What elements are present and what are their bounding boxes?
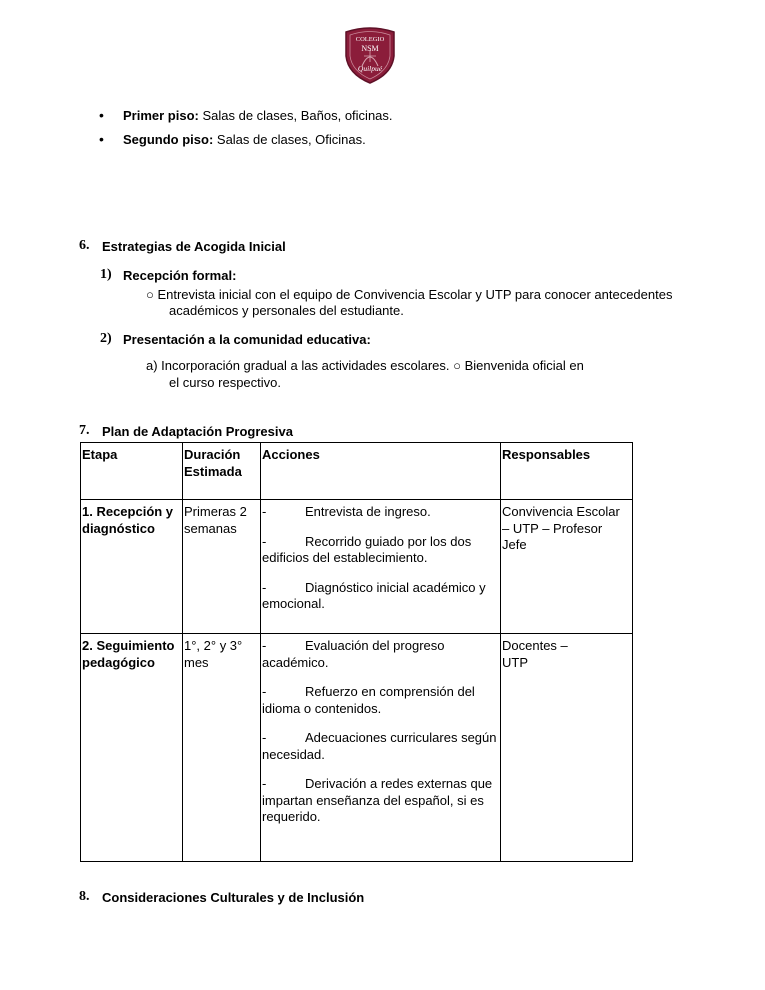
school-logo bbox=[342, 26, 398, 84]
section-title: Consideraciones Culturales y de Inclusión bbox=[102, 890, 365, 905]
item-text-line: el curso respectivo. bbox=[169, 375, 281, 390]
cell-etapa: 2. Seguimiento pedagógico bbox=[81, 634, 183, 862]
action-item: - Evaluación del progreso académico. bbox=[262, 638, 445, 670]
action-item: - Recorrido guiado por los dos edificios del establecimiento. bbox=[262, 533, 472, 565]
cell-duracion: 1°, 2° y 3° mes bbox=[183, 634, 261, 862]
section-number: 6. bbox=[79, 238, 90, 253]
cell-acciones bbox=[261, 500, 501, 634]
item-title: Recepción formal: bbox=[123, 268, 237, 283]
table-row bbox=[81, 500, 633, 634]
header-etapa: Etapa bbox=[81, 443, 183, 500]
cell-responsables: Docentes – UTP bbox=[501, 634, 633, 862]
bullet-icon: • bbox=[99, 131, 104, 147]
cell-duracion: Primeras 2 semanas bbox=[183, 500, 261, 634]
floor-label: Primer piso: bbox=[123, 108, 199, 123]
action-item: - Entrevista de ingreso. bbox=[262, 504, 431, 519]
cell-etapa: 1. Recepción y diagnóstico bbox=[81, 500, 183, 634]
logo-line3: Quilpué bbox=[357, 64, 383, 73]
bullet-icon: • bbox=[99, 107, 104, 123]
floor-item-1 bbox=[123, 108, 393, 123]
action-item: - Refuerzo en comprensión del idioma o contenidos. bbox=[262, 684, 475, 716]
section-title: Plan de Adaptación Progresiva bbox=[102, 424, 293, 439]
item-text-line: académicos y personales del estudiante. bbox=[169, 303, 404, 318]
item-title: Presentación a la comunidad educativa: bbox=[123, 332, 371, 347]
cell-acciones bbox=[261, 634, 501, 862]
section-title: Estrategias de Acogida Inicial bbox=[102, 239, 286, 254]
school-crest-icon bbox=[342, 26, 398, 84]
cell-responsables: Convivencia Escolar – UTP – Profesor Jefe bbox=[501, 500, 633, 634]
floor-label: Segundo piso: bbox=[123, 132, 214, 147]
item-text-line: ○ Entrevista inicial con el equipo de Convivencia Escolar y UTP para conocer antecedentes bbox=[146, 287, 673, 302]
floor-item-2 bbox=[123, 132, 366, 147]
header-responsables: Responsables bbox=[501, 443, 633, 500]
logo-line1: COLEGIO bbox=[355, 36, 385, 43]
logo-line2: NSM bbox=[361, 44, 379, 53]
table-header-row bbox=[81, 443, 633, 500]
section-number: 8. bbox=[79, 889, 90, 904]
item-number: 2) bbox=[100, 331, 112, 346]
table-row bbox=[81, 634, 633, 862]
item-text-line: a) Incorporación gradual a las actividades escolares. ○ Bienvenida oficial en bbox=[146, 358, 584, 373]
section-number: 7. bbox=[79, 423, 90, 438]
action-item: - Adecuaciones curriculares según necesidad. bbox=[262, 730, 497, 762]
action-item: - Diagnóstico inicial académico y emocional. bbox=[262, 579, 486, 611]
floor-text: Salas de clases, Oficinas. bbox=[213, 132, 366, 147]
action-item: - Derivación a redes externas que impartan enseñanza del español, si es requerido. bbox=[262, 776, 493, 824]
header-acciones: Acciones bbox=[261, 443, 501, 500]
floor-text: Salas de clases, Baños, oficinas. bbox=[198, 108, 393, 123]
header-duracion: Duración Estimada bbox=[183, 443, 261, 500]
adaptation-plan-table bbox=[80, 442, 633, 862]
item-number: 1) bbox=[100, 267, 112, 282]
